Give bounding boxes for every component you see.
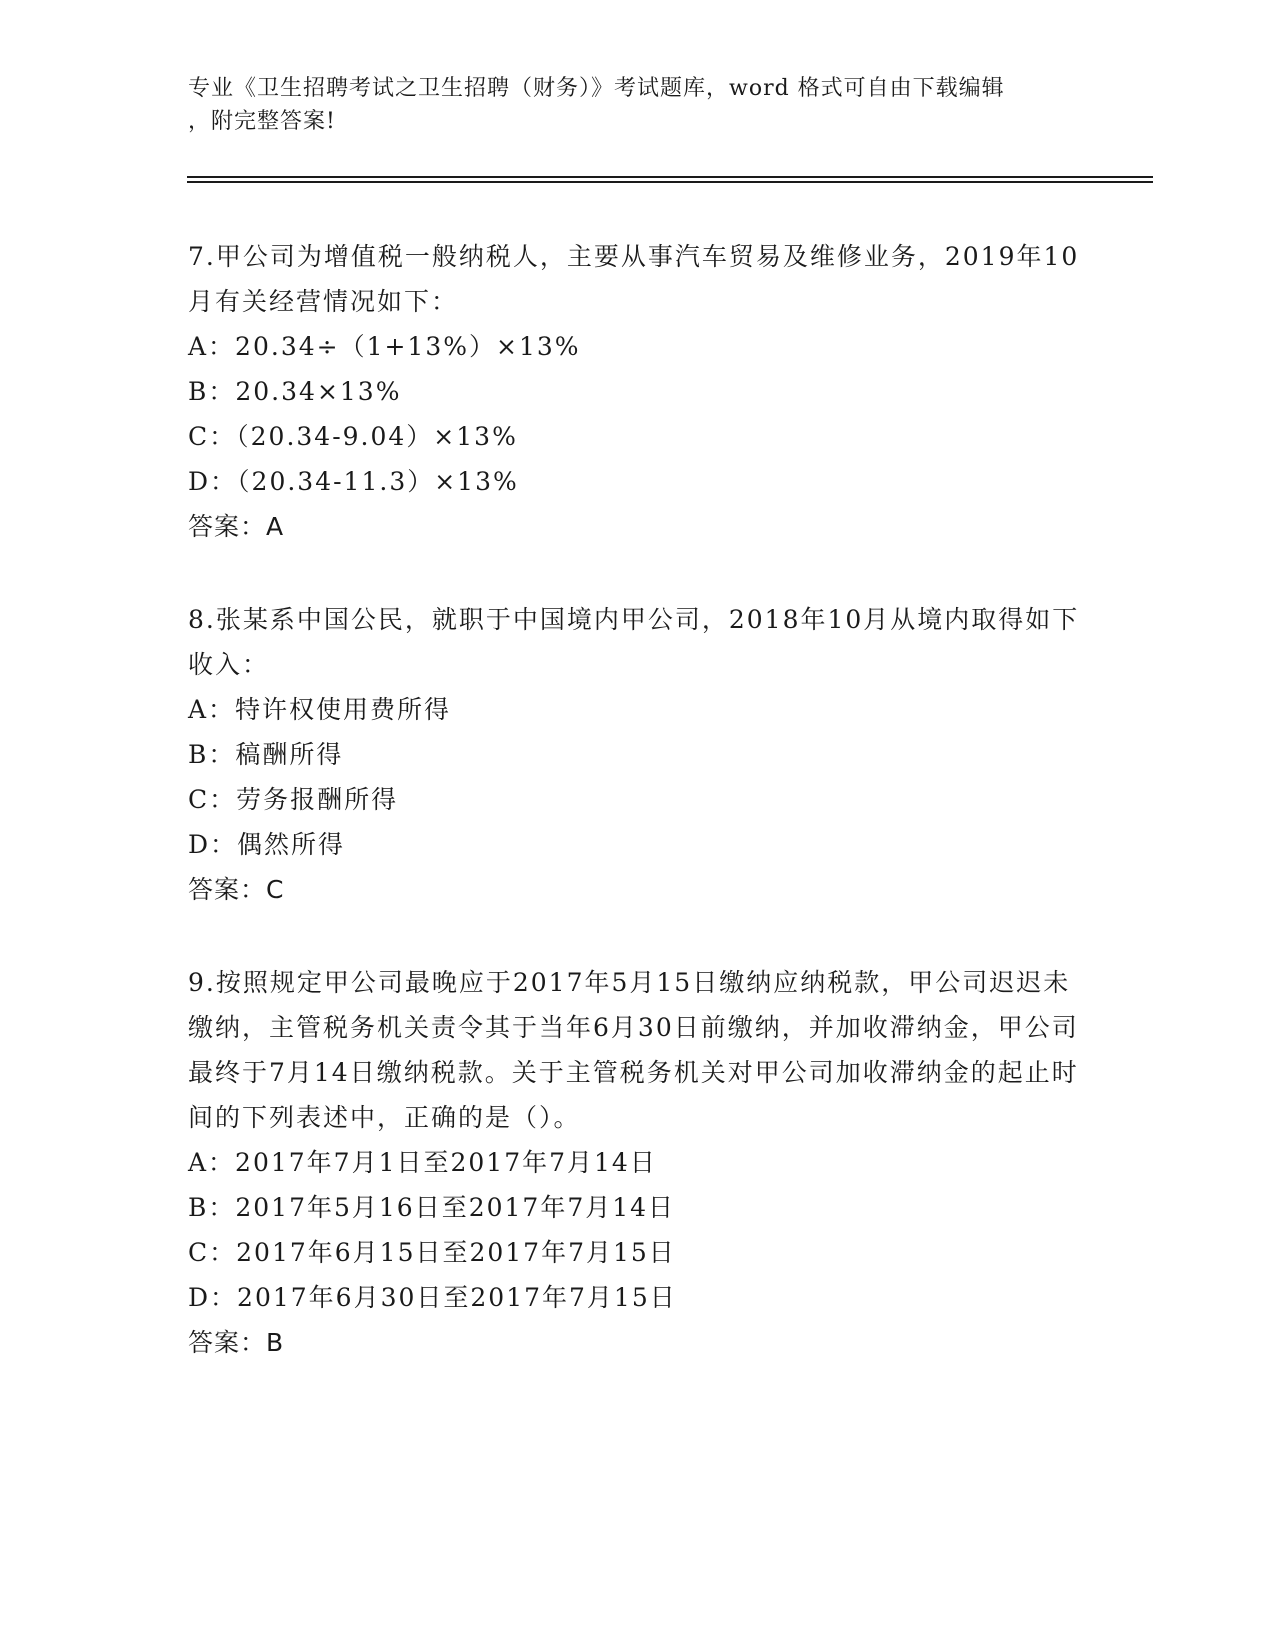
option-d: D：2017年6月30日至2017年7月15日	[188, 1283, 677, 1312]
answer-label: 答案：A	[188, 512, 285, 541]
question-9	[188, 960, 1088, 1366]
option-c: C：劳务报酬所得	[188, 785, 399, 814]
header-line-1: 专业《卫生招聘考试之卫生招聘（财务）》考试题库，word 格式可自由下载编辑	[188, 76, 1005, 101]
question-8	[188, 597, 1088, 913]
option-a: A：20.34÷（1+13%）×13%	[188, 332, 581, 361]
option-d: D：（20.34-11.3）×13%	[188, 467, 519, 496]
option-b: B：20.34×13%	[188, 377, 402, 406]
option-b: B：2017年5月16日至2017年7月14日	[188, 1193, 676, 1222]
question-stem: 8.张某系中国公民，就职于中国境内甲公司，2018年10月从境内取得如下收入：	[188, 605, 1080, 679]
answer-label: 答案：B	[188, 1328, 285, 1357]
option-a: A：2017年7月1日至2017年7月14日	[188, 1148, 657, 1177]
question-stem: 9.按照规定甲公司最晚应于2017年5月15日缴纳应纳税款，甲公司迟迟未缴纳，主管税务机关责令其于当年6月30日前缴纳，并加收滞纳金，甲公司最终于7月14日缴纳税款。关于主管税务机关对甲公司加收滞纳金的起止时间的下列表述中，正确的是（）。	[188, 968, 1079, 1132]
option-b: B：稿酬所得	[188, 740, 344, 769]
header-divider-bottom	[187, 181, 1153, 183]
option-d: D：偶然所得	[188, 830, 346, 859]
option-c: C：2017年6月15日至2017年7月15日	[188, 1238, 676, 1267]
document-header	[188, 72, 1078, 138]
option-a: A：特许权使用费所得	[188, 695, 452, 724]
question-stem: 7.甲公司为增值税一般纳税人，主要从事汽车贸易及维修业务，2019年10月有关经营情况如下：	[188, 242, 1080, 316]
question-7	[188, 234, 1088, 550]
header-divider-top	[187, 176, 1153, 178]
header-line-2: ，附完整答案!	[188, 109, 336, 134]
option-c: C：（20.34-9.04）×13%	[188, 422, 518, 451]
answer-label: 答案：C	[188, 875, 285, 904]
